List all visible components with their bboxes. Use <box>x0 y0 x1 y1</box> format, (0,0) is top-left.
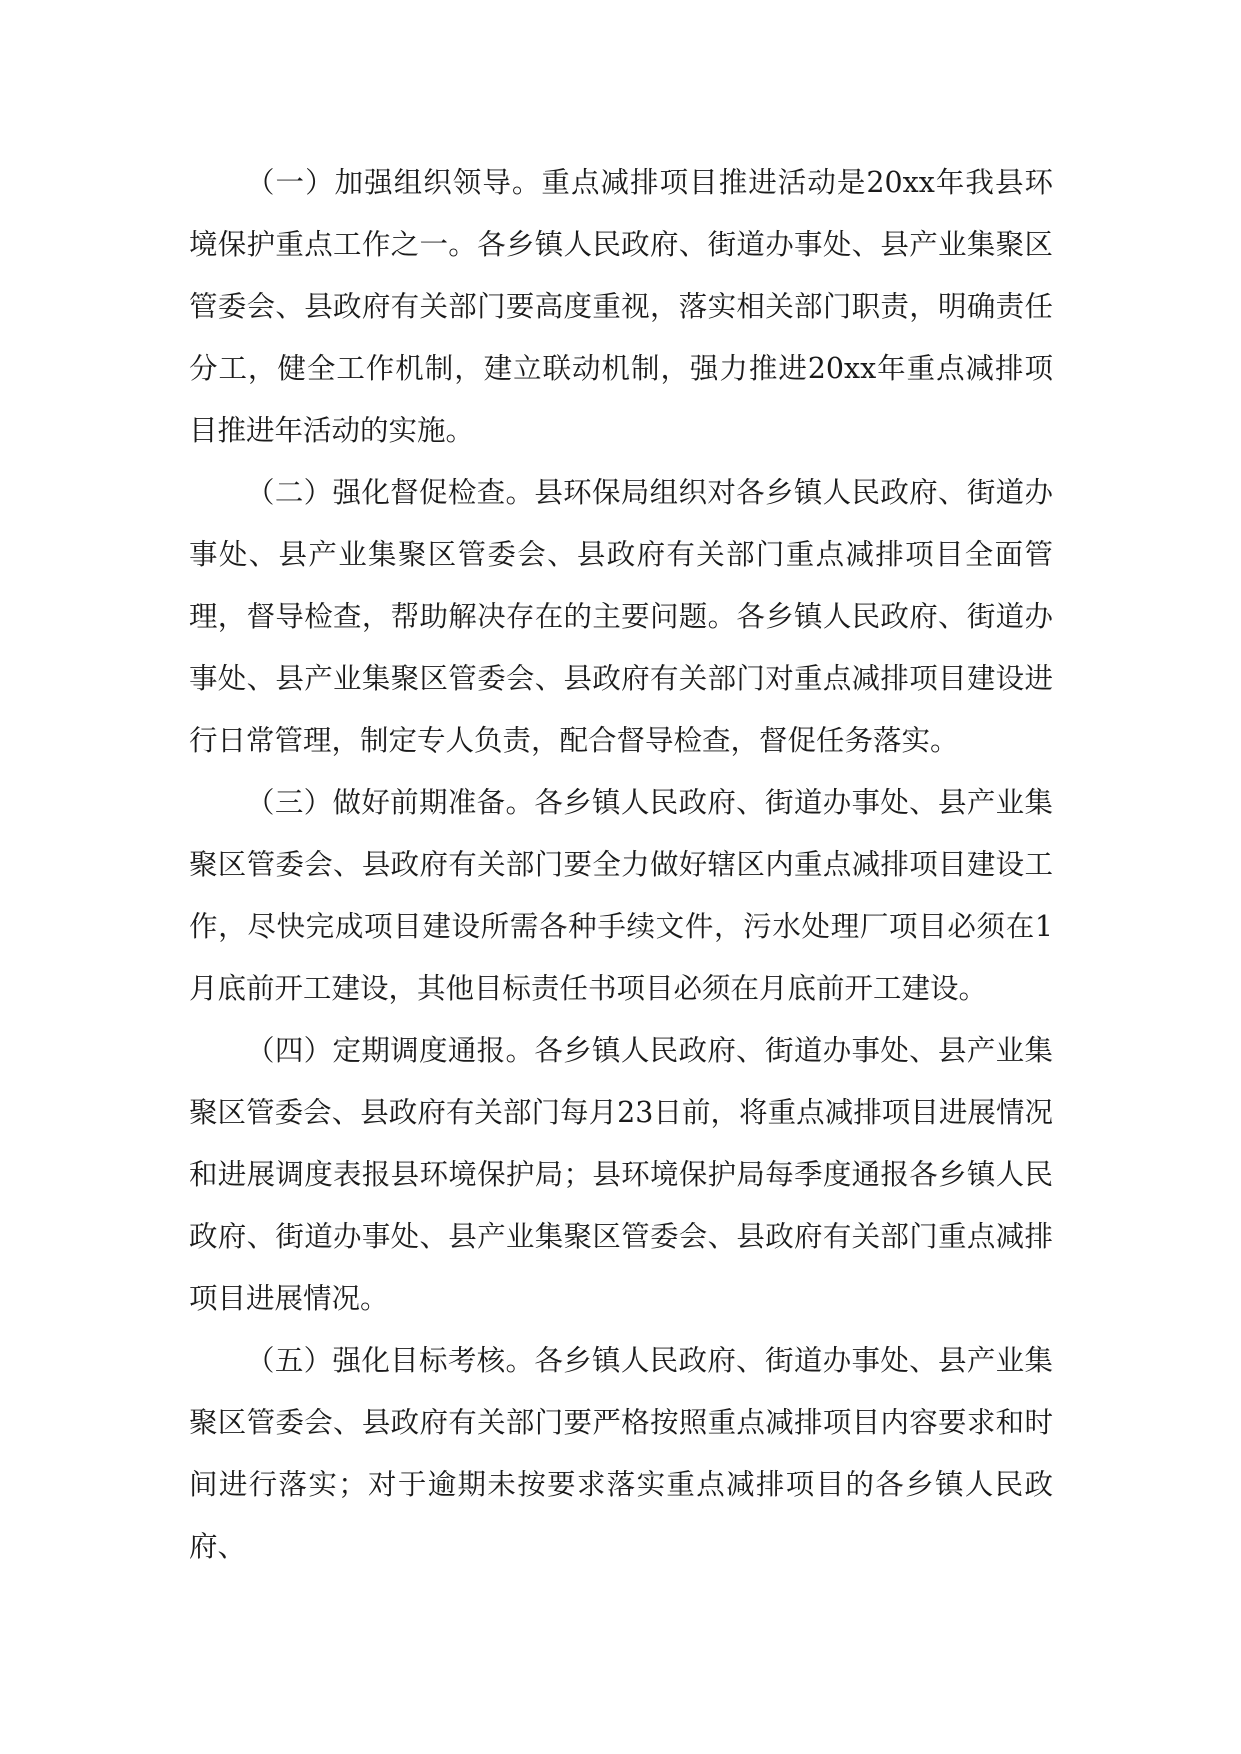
paragraph-3: （三）做好前期准备。各乡镇人民政府、街道办事处、县产业集聚区管委会、县政府有关部门要全力做好辖区内重点减排项目建设工作，尽快完成项目建设所需各种手续文件，污水处理厂项目必须在1月底前开工建设，其他目标责任书项目必须在月底前开工建设。 <box>189 786 1053 1005</box>
document-body <box>189 152 1053 1578</box>
paragraph-5: （五）强化目标考核。各乡镇人民政府、街道办事处、县产业集聚区管委会、县政府有关部门要严格按照重点减排项目内容要求和时间进行落实；对于逾期未按要求落实重点减排项目的各乡镇人民政府、 <box>189 1344 1053 1563</box>
paragraph-4: （四）定期调度通报。各乡镇人民政府、街道办事处、县产业集聚区管委会、县政府有关部门每月23日前，将重点减排项目进展情况和进展调度表报县环境保护局；县环境保护局每季度通报各乡镇人民政府、街道办事处、县产业集聚区管委会、县政府有关部门重点减排项目进展情况。 <box>189 1034 1053 1315</box>
paragraph-1: （一）加强组织领导。重点减排项目推进活动是20xx年我县环境保护重点工作之一。各乡镇人民政府、街道办事处、县产业集聚区管委会、县政府有关部门要高度重视，落实相关部门职责，明确责任分工，健全工作机制，建立联动机制，强力推进20xx年重点减排项目推进年活动的实施。 <box>189 166 1053 447</box>
paragraph-2: （二）强化督促检查。县环保局组织对各乡镇人民政府、街道办事处、县产业集聚区管委会、县政府有关部门重点减排项目全面管理，督导检查，帮助解决存在的主要问题。各乡镇人民政府、街道办事处、县产业集聚区管委会、县政府有关部门对重点减排项目建设进行日常管理，制定专人负责，配合督导检查，督促任务落实。 <box>189 476 1053 757</box>
